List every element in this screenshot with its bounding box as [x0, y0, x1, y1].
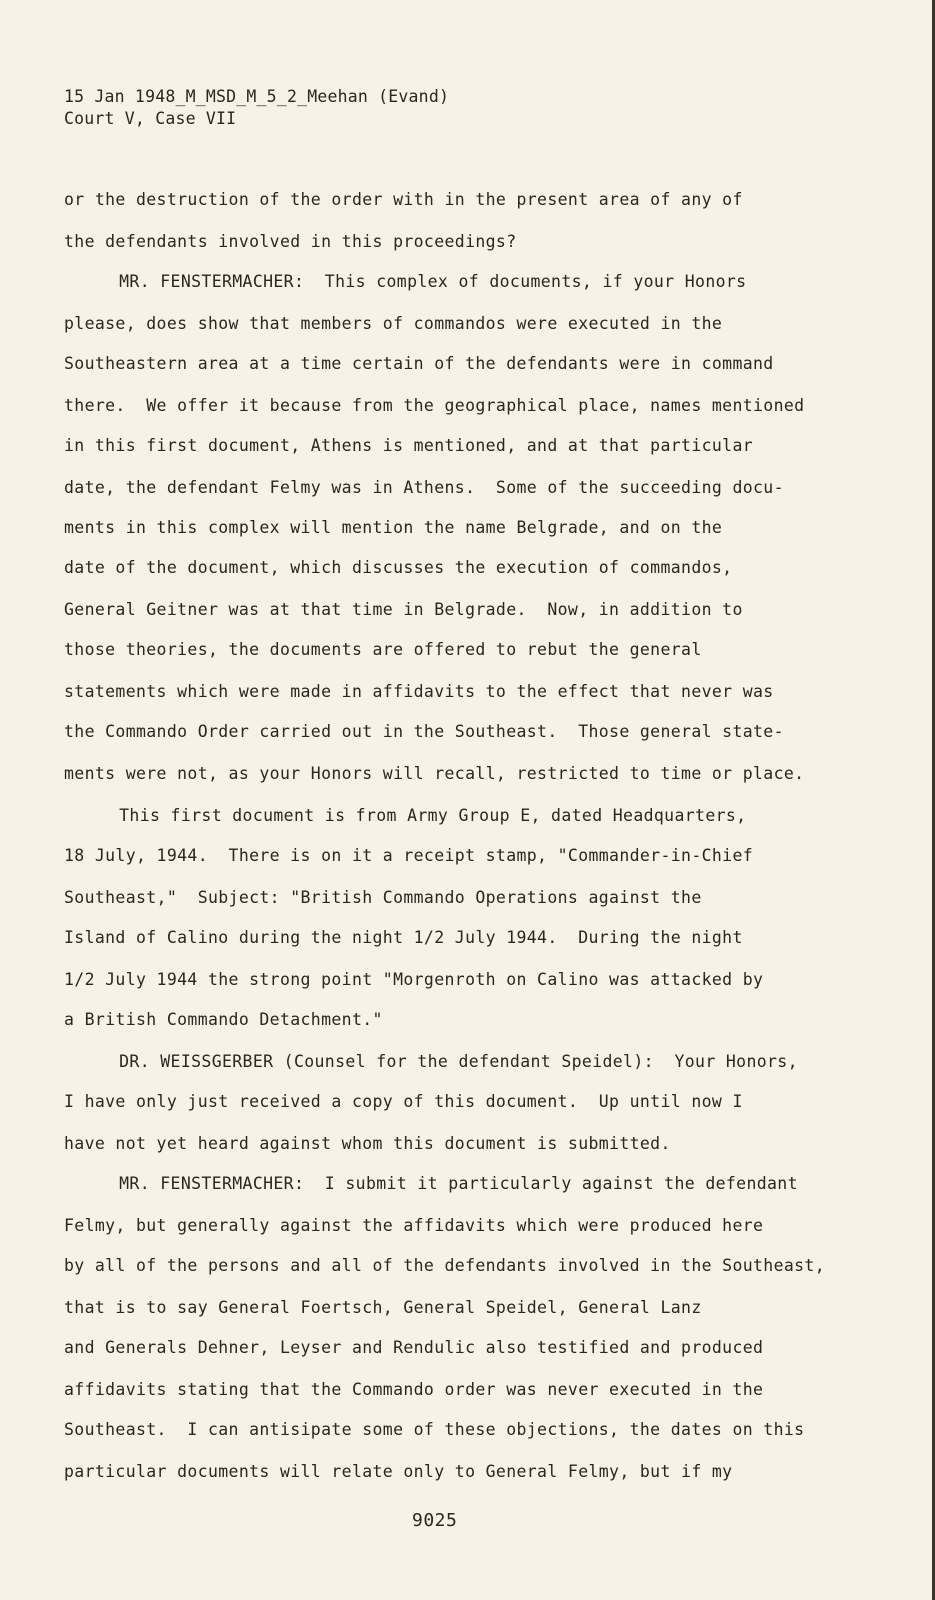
- text-line: ments in this complex will mention the name Belgrade, and on the: [64, 518, 723, 537]
- text-line: particular documents will relate only to General Felmy, but if my: [64, 1462, 733, 1481]
- header-transcript-id: 15 Jan 1948_M_MSD_M_5_2_Meehan (Evand): [64, 87, 450, 106]
- text-line: 1/2 July 1944 the strong point "Morgenroth on Calino was attacked by: [64, 970, 764, 989]
- text-line: DR. WEISSGERBER (Counsel for the defendant Speidel): Your Honors,: [78, 1052, 798, 1071]
- text-line: Southeast. I can antisipate some of these objections, the dates on this: [64, 1420, 805, 1439]
- text-line: ments were not, as your Honors will recall, restricted to time or place.: [64, 764, 805, 783]
- text-line: statements which were made in affidavits to the effect that never was: [64, 682, 774, 701]
- text-line: Felmy, but generally against the affidavits which were produced here: [64, 1216, 764, 1235]
- text-line: General Geitner was at that time in Belgrade. Now, in addition to: [64, 600, 743, 619]
- text-line: have not yet heard against whom this document is submitted.: [64, 1134, 671, 1153]
- text-line: date, the defendant Felmy was in Athens. Some of the succeeding docu-: [64, 478, 784, 497]
- text-line: please, does show that members of commandos were executed in the: [64, 314, 723, 333]
- text-line: in this first document, Athens is mentioned, and at that particular: [64, 436, 754, 455]
- text-line: and Generals Dehner, Leyser and Rendulic also testified and produced: [64, 1338, 764, 1357]
- text-line: This first document is from Army Group E, dated Headquarters,: [78, 806, 747, 825]
- text-line: MR. FENSTERMACHER: This complex of documents, if your Honors: [78, 272, 747, 291]
- text-line: there. We offer it because from the geographical place, names mentioned: [64, 396, 805, 415]
- text-line: the Commando Order carried out in the Southeast. Those general state-: [64, 722, 784, 741]
- text-line: or the destruction of the order with in the present area of any of: [64, 190, 743, 209]
- page-number: 9025: [412, 1510, 458, 1531]
- text-line: affidavits stating that the Commando order was never executed in the: [64, 1380, 764, 1399]
- header-court-case: Court V, Case VII: [64, 109, 237, 128]
- text-line: Island of Calino during the night 1/2 July 1944. During the night: [64, 928, 743, 947]
- text-line: the defendants involved in this proceedings?: [64, 232, 517, 251]
- text-line: 18 July, 1944. There is on it a receipt stamp, "Commander-in-Chief: [64, 846, 754, 865]
- text-line: Southeast," Subject: "British Commando Operations against the: [64, 888, 702, 907]
- text-line: date of the document, which discusses the execution of commandos,: [64, 558, 733, 577]
- text-line: Southeastern area at a time certain of the defendants were in command: [64, 354, 774, 373]
- text-line: that is to say General Foertsch, General Speidel, General Lanz: [64, 1298, 702, 1317]
- text-line: those theories, the documents are offered to rebut the general: [64, 640, 702, 659]
- text-line: MR. FENSTERMACHER: I submit it particularly against the defendant: [78, 1174, 798, 1193]
- text-line: I have only just received a copy of this document. Up until now I: [64, 1092, 743, 1111]
- text-line: a British Commando Detachment.": [64, 1010, 383, 1029]
- text-line: by all of the persons and all of the defendants involved in the Southeast,: [64, 1256, 826, 1275]
- document-header: [64, 86, 449, 130]
